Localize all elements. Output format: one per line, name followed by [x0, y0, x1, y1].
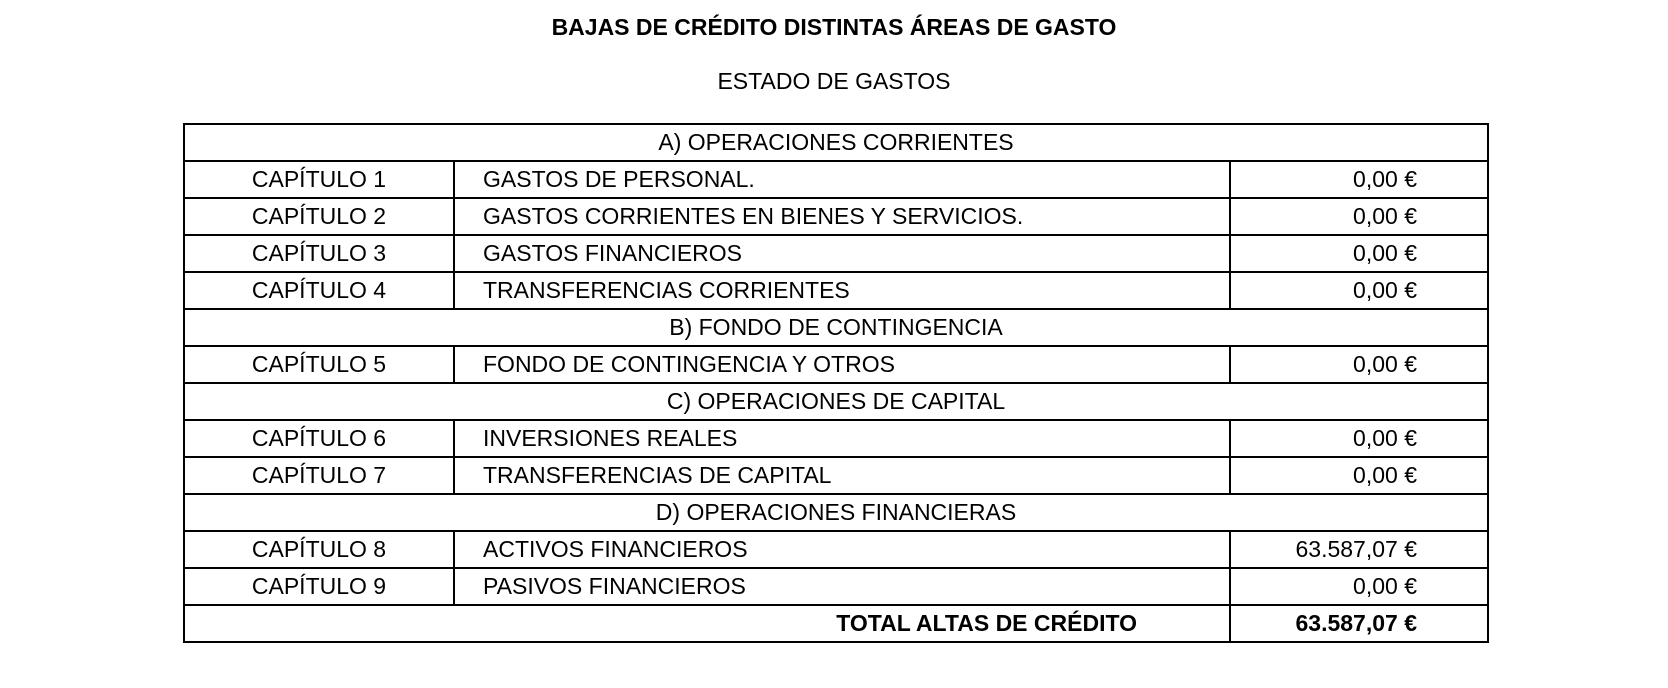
- chapter-cell: CAPÍTULO 9: [184, 568, 454, 605]
- total-row: [184, 605, 1488, 642]
- amount-cell: 0,00 €: [1230, 161, 1488, 198]
- description-cell: FONDO DE CONTINGENCIA Y OTROS: [454, 346, 1230, 383]
- table-row: [184, 457, 1488, 494]
- table-row: [184, 198, 1488, 235]
- table-row: [184, 235, 1488, 272]
- description-cell: ACTIVOS FINANCIEROS: [454, 531, 1230, 568]
- section-heading: C) OPERACIONES DE CAPITAL: [184, 383, 1488, 420]
- total-amount: 63.587,07 €: [1230, 605, 1488, 642]
- description-cell: TRANSFERENCIAS DE CAPITAL: [454, 457, 1230, 494]
- amount-cell: 0,00 €: [1230, 272, 1488, 309]
- amount-cell: 0,00 €: [1230, 346, 1488, 383]
- section-header-row: [184, 124, 1488, 161]
- table-row: [184, 346, 1488, 383]
- chapter-cell: CAPÍTULO 7: [184, 457, 454, 494]
- document-subtitle: ESTADO DE GASTOS: [717, 68, 951, 94]
- chapter-cell: CAPÍTULO 5: [184, 346, 454, 383]
- expense-table: [183, 123, 1489, 643]
- amount-cell: 0,00 €: [1230, 457, 1488, 494]
- chapter-cell: CAPÍTULO 2: [184, 198, 454, 235]
- table-row: [184, 568, 1488, 605]
- section-heading: D) OPERACIONES FINANCIERAS: [184, 494, 1488, 531]
- section-header-row: [184, 309, 1488, 346]
- amount-cell: 0,00 €: [1230, 198, 1488, 235]
- amount-cell: 0,00 €: [1230, 420, 1488, 457]
- description-cell: GASTOS CORRIENTES EN BIENES Y SERVICIOS.: [454, 198, 1230, 235]
- section-header-row: [184, 383, 1488, 420]
- table-row: [184, 161, 1488, 198]
- description-cell: TRANSFERENCIAS CORRIENTES: [454, 272, 1230, 309]
- chapter-cell: CAPÍTULO 3: [184, 235, 454, 272]
- amount-cell: 0,00 €: [1230, 568, 1488, 605]
- description-cell: PASIVOS FINANCIEROS: [454, 568, 1230, 605]
- section-header-row: [184, 494, 1488, 531]
- chapter-cell: CAPÍTULO 1: [184, 161, 454, 198]
- section-heading: A) OPERACIONES CORRIENTES: [184, 124, 1488, 161]
- chapter-cell: CAPÍTULO 8: [184, 531, 454, 568]
- amount-cell: 0,00 €: [1230, 235, 1488, 272]
- table-row: [184, 272, 1488, 309]
- description-cell: INVERSIONES REALES: [454, 420, 1230, 457]
- chapter-cell: CAPÍTULO 6: [184, 420, 454, 457]
- chapter-cell: CAPÍTULO 4: [184, 272, 454, 309]
- table-row: [184, 420, 1488, 457]
- total-label: TOTAL ALTAS DE CRÉDITO: [184, 605, 1230, 642]
- amount-cell: 63.587,07 €: [1230, 531, 1488, 568]
- description-cell: GASTOS DE PERSONAL.: [454, 161, 1230, 198]
- table-row: [184, 531, 1488, 568]
- document-title: BAJAS DE CRÉDITO DISTINTAS ÁREAS DE GASTO: [551, 14, 1117, 40]
- description-cell: GASTOS FINANCIEROS: [454, 235, 1230, 272]
- section-heading: B) FONDO DE CONTINGENCIA: [184, 309, 1488, 346]
